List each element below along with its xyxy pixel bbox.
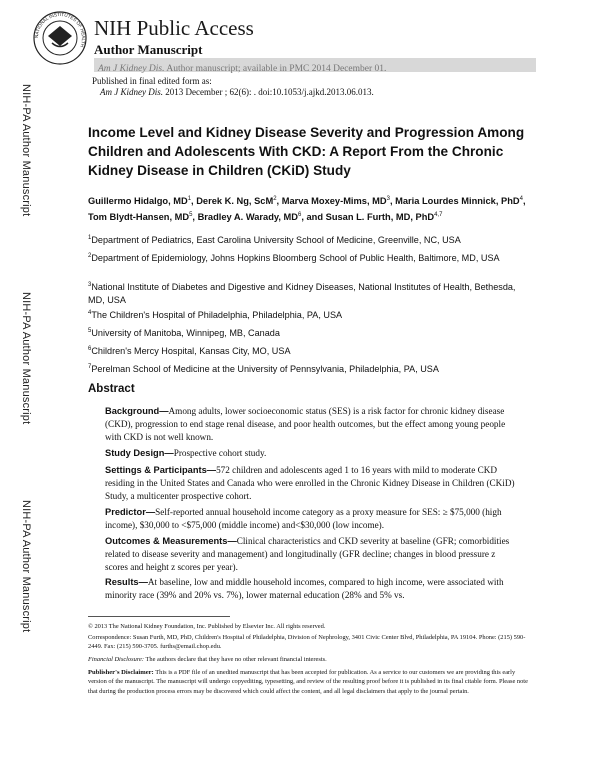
author: Marva Moxey-Mims, MD xyxy=(281,196,387,207)
abstract-results: Results—At baseline, low and middle household incomes, compared to high income, were associated with minority race (39% and 20% vs. 7%), lower maternal education (28% and 5% vs. xyxy=(105,577,504,600)
copyright-note: © 2013 The National Kidney Foundation, Inc. Published by Elsevier Inc. All rights reserved. xyxy=(88,623,326,630)
abstract-background: Background—Among adults, lower socioeconomic status (SES) is a risk factor for chronic kidney disease (CKD), progression to end stage renal disease, and poor health outcomes, but the effect among young people with CKD is not well known. xyxy=(105,406,506,442)
footnote-rule xyxy=(88,616,230,617)
affiliation: $^1$Department of Pediatrics, East Carolina University School of Medicine, Greenville, NC, USA xyxy=(88,235,461,246)
side-label-2: NIH-PA Author Manuscript xyxy=(20,292,32,425)
author: Susan L. Furth, MD, PhD xyxy=(325,211,435,222)
side-label-1: NIH-PA Author Manuscript xyxy=(20,84,32,217)
abstract-heading: Abstract xyxy=(88,383,135,395)
logo-ring-text: NATIONAL INSTITUTES OF HEALTH xyxy=(33,11,87,48)
nih-logo xyxy=(32,10,88,66)
author-manuscript-label: Author Manuscript xyxy=(94,42,203,57)
affiliation: $^4$The Children's Hospital of Philadelphia, Philadelphia, PA, USA xyxy=(88,310,343,321)
citation-text: 2013 December ; 62(6): . doi:10.1053/j.ajkd.2013.06.013. xyxy=(165,87,374,97)
author: Tom Blydt-Hansen, MD xyxy=(88,211,190,222)
side-label-3: NIH-PA Author Manuscript xyxy=(20,500,32,633)
article-title: Income Level and Kidney Disease Severity and Progression Among Children and Adolescents With CKD: A Report From the Chronic Kidney Disease in Children (CKiD) Study xyxy=(88,125,525,178)
abstract-settings: Settings & Participants—572 children and adolescents aged 1 to 16 years with mild to moderate CKD residing in the United States and Canada who were enrolled in the Chronic Kidney Disease in Children (CKiD) Study, a multicenter prospective cohort. xyxy=(105,465,515,501)
abstract-study-design: Study Design—Prospective cohort study. xyxy=(105,448,267,458)
citation-journal: Am J Kidney Dis. xyxy=(100,87,163,97)
author: Guillermo Hidalgo, MD xyxy=(88,196,188,207)
bar-text: Author manuscript; available in PMC 2014 December 01. xyxy=(166,64,387,74)
author: Derek K. Ng, ScM xyxy=(196,196,274,207)
affiliation: $^5$University of Manitoba, Winnipeg, MB, Canada xyxy=(88,328,280,339)
author: Maria Lourdes Minnick, PhD xyxy=(395,196,520,207)
author-list: Guillermo Hidalgo, $MD^1$, Derek K. Ng, ScM$^2$, Marva Moxey-Mims, $MD^3$, Maria Lourdes Minnick, PhD$^4$, Tom Blydt-Hansen, $MD^5$, Bradley A. Warady, $MD^6$, and Susan L. Furth, MD, PhD$^{4,7}$ xyxy=(88,196,526,222)
affiliation: $^2$Department of Epidemiology, Johns Hopkins Bloomberg School of Public Health, Baltimore, MD, USA xyxy=(88,253,500,264)
affiliation: $^6$Children's Mercy Hospital, Kansas City, MO, USA xyxy=(88,346,291,357)
affiliation: $^7$Perelman School of Medicine at the University of Pennsylvania, Philadelphia, PA, USA xyxy=(88,364,439,375)
availability-bar xyxy=(94,58,536,72)
financial-disclosure: Financial Disclosure: The authors declare that they have no other relevant financial interests. xyxy=(88,656,327,663)
published-label: Published in final edited form as: xyxy=(92,76,212,86)
abstract-outcomes: Outcomes & Measurements—Clinical characteristics and CKD severity at baseline (GFR; comorbidities related to disease severity and management) and longitudinally (GFR decline; changes in blood pressure z scores and height z scores per year). xyxy=(105,536,510,572)
publisher-disclaimer: Publisher's Disclaimer: This is a PDF file of an unedited manuscript that has been accepted for publication. As a service to our customers we are providing this early version of the manuscript. The manuscript will undergo copyediting, typesetting, and review of the resulting proof before it is published in its final citable form. Please note that during the production process errors may be discovered which could affect the content, and all legal disclaimers that apply to the journal pertain. xyxy=(88,669,528,695)
nih-public-access-title: NIH Public Access xyxy=(94,16,254,40)
correspondence-note: Correspondence: Susan Furth, MD, PhD, Children's Hospital of Philadelphia, Division of Nephrology, 3401 Civic Center Blvd, Philadelphia, PA 19104. Phone: (215) 590-2449. Fax: (215) 590-3705. furths@email.chop.edu. xyxy=(88,634,526,651)
abstract-predictor: Predictor—Self-reported annual household income category as a proxy measure for SES: ≥ $75,000 (high income), $30,000 to <$75,000 (middle income) and<$30,000 (low income). xyxy=(105,507,502,530)
citation xyxy=(100,87,374,97)
author: Bradley A. Warady, MD xyxy=(197,211,298,222)
bar-journal: Am J Kidney Dis. xyxy=(98,64,165,74)
affiliation: $^3$National Institute of Diabetes and Digestive and Kidney Diseases, National Institutes of Health, Bethesda, MD, USA xyxy=(88,282,516,305)
